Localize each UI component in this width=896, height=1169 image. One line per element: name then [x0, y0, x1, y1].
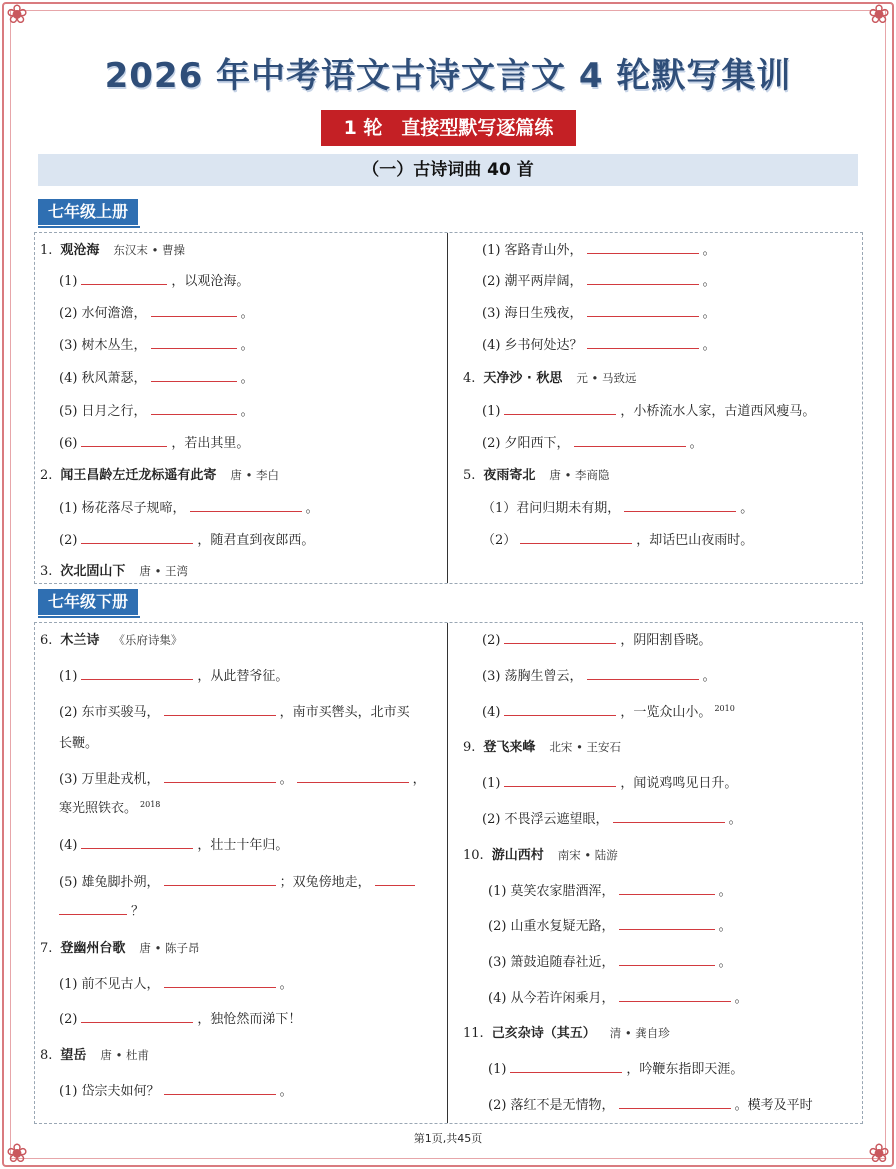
answer-blank[interactable] — [164, 769, 276, 783]
poem-heading: 3. 次北固山下 唐 • 王湾 — [40, 564, 189, 579]
fill-line: (2) 不畏浮云遮望眼， 。 — [482, 808, 742, 827]
answer-blank[interactable] — [151, 335, 237, 349]
fill-line: (1) 莫笑农家腊酒浑， 。 — [488, 880, 732, 899]
fill-line: （2） ，却话巴山夜雨时。 — [482, 529, 753, 548]
answer-blank[interactable] — [504, 702, 616, 716]
fill-line: (1) ，吟鞭东指即天涯。 — [488, 1058, 743, 1077]
poem-title: 观沧海 — [60, 243, 100, 258]
fill-line: (2) 山重水复疑无路， 。 — [488, 915, 732, 934]
answer-blank[interactable] — [59, 901, 127, 915]
poem-author: 《乐府诗集》 — [113, 633, 183, 647]
fill-line: (1) ，以观沧海。 — [59, 270, 249, 289]
answer-blank[interactable] — [504, 630, 616, 644]
answer-blank[interactable] — [504, 773, 616, 787]
poem-heading: 6. 木兰诗 《乐府诗集》 — [40, 633, 183, 648]
column-divider — [447, 623, 448, 1123]
fill-line: (2) 水何澹澹， 。 — [59, 302, 254, 321]
answer-blank[interactable] — [619, 916, 715, 930]
poem-heading: 4. 天净沙 · 秋思 元 • 马致远 — [463, 371, 637, 386]
fill-line: 寒光照铁衣。 $^{2018}$ — [59, 799, 161, 816]
column-divider — [447, 233, 448, 583]
section-heading: （一）古诗词曲 40 首 — [38, 154, 858, 186]
fill-line: (2) 东市买骏马， ，南市买辔头，北市买 — [59, 701, 410, 720]
answer-blank[interactable] — [510, 1059, 622, 1073]
poem-heading: 9. 登飞来峰 北宋 • 王安石 — [463, 740, 622, 755]
fill-line: (2) ，随君直到夜郎西。 — [59, 529, 314, 548]
fill-line: (4) 从今若许闲乘月， 。 — [488, 987, 748, 1006]
poem-title: 天净沙 · 秋思 — [483, 371, 563, 386]
exercise-panel-7b — [34, 622, 863, 1124]
fill-line: (1) 前不见古人， 。 — [59, 973, 293, 992]
answer-blank[interactable] — [587, 666, 699, 680]
answer-blank[interactable] — [151, 368, 237, 382]
fill-line: (4) 乡书何处达？ 。 — [482, 334, 716, 353]
answer-blank[interactable] — [81, 271, 167, 285]
fill-line: (2) 落红不是无情物， 。模考及平时 — [488, 1094, 813, 1113]
answer-blank[interactable] — [164, 872, 276, 886]
answer-blank[interactable] — [587, 303, 699, 317]
poem-author: 南宋 • 陆游 — [557, 848, 618, 862]
answer-blank[interactable] — [164, 1081, 276, 1095]
answer-blank[interactable] — [81, 1009, 193, 1023]
fill-line: (3) 荡胸生曾云， 。 — [482, 665, 716, 684]
poem-author: 元 • 马致远 — [576, 371, 637, 385]
poem-author: 东汉末 • 曹操 — [113, 243, 186, 257]
poem-title: 登飞来峰 — [483, 740, 536, 755]
poem-title: 己亥杂诗（其五） — [491, 1026, 596, 1041]
fill-line: 长鞭。 — [59, 736, 99, 751]
answer-blank[interactable] — [619, 1095, 731, 1109]
answer-blank[interactable] — [164, 702, 276, 716]
fill-line: (2) 夕阳西下， 。 — [482, 432, 703, 451]
fill-line: (2) 潮平两岸阔， 。 — [482, 270, 716, 289]
answer-blank[interactable] — [81, 433, 167, 447]
poem-author: 唐 • 李白 — [230, 468, 280, 482]
answer-blank[interactable] — [587, 335, 699, 349]
corner-ornament-icon: ❀ — [6, 0, 28, 30]
fill-line: (2) ，阴阳割昏晓。 — [482, 629, 711, 648]
fill-line: (4) 秋风萧瑟， 。 — [59, 367, 254, 386]
fill-line: (3) 海日生残夜， 。 — [482, 302, 716, 321]
corner-ornament-icon: ❀ — [868, 1139, 890, 1169]
answer-blank[interactable] — [587, 271, 699, 285]
poem-author: 北宋 • 王安石 — [549, 740, 622, 754]
answer-blank[interactable] — [504, 401, 616, 415]
answer-blank[interactable] — [81, 835, 193, 849]
grade-tag-7b: 七年级下册 — [38, 589, 138, 615]
answer-blank[interactable] — [587, 240, 699, 254]
answer-blank[interactable] — [520, 530, 632, 544]
poem-heading: 2. 闻王昌龄左迁龙标遥有此寄 唐 • 李白 — [40, 468, 280, 483]
poem-title: 闻王昌龄左迁龙标遥有此寄 — [60, 468, 217, 483]
exam-year-note: 2010 — [714, 703, 735, 713]
answer-blank[interactable] — [375, 872, 415, 886]
answer-blank[interactable] — [297, 769, 409, 783]
poem-title: 登幽州台歌 — [60, 941, 126, 956]
answer-blank[interactable] — [574, 433, 686, 447]
answer-blank[interactable] — [613, 809, 725, 823]
fill-line: (1) 杨花落尽子规啼， 。 — [59, 497, 319, 516]
fill-line: (6) ，若出其里。 — [59, 432, 249, 451]
exam-year-note: 2018 — [140, 799, 161, 809]
poem-title: 望岳 — [60, 1048, 87, 1063]
poem-title: 次北固山下 — [60, 564, 126, 579]
fill-line: (5) 雄兔脚扑朔， ；双兔傍地走， — [59, 871, 419, 890]
fill-line: (1) ，从此替爷征。 — [59, 665, 288, 684]
corner-ornament-icon: ❀ — [6, 1139, 28, 1169]
poem-author: 清 • 龚自珍 — [609, 1026, 670, 1040]
fill-line: （1）君问归期未有期， 。 — [482, 497, 753, 516]
poem-title: 木兰诗 — [60, 633, 100, 648]
fill-line: (1) ，小桥流水人家，古道西风瘦马。 — [482, 400, 815, 419]
answer-blank[interactable] — [164, 974, 276, 988]
fill-line: (4) ，壮士十年归。 — [59, 834, 288, 853]
poem-author: 唐 • 李商隐 — [549, 468, 610, 482]
exercise-panel-7a — [34, 232, 863, 584]
grade-tag-7a: 七年级上册 — [38, 199, 138, 225]
fill-line: (3) 树木丛生， 。 — [59, 334, 254, 353]
poem-author: 唐 • 王湾 — [139, 564, 189, 578]
answer-blank[interactable] — [190, 498, 302, 512]
poem-heading: 7. 登幽州台歌 唐 • 陈子昂 — [40, 941, 200, 956]
round-label: 1 轮 直接型默写逐篇练 — [321, 110, 576, 146]
fill-line: (3) 箫鼓追随春社近， 。 — [488, 951, 732, 970]
fill-line: (4) ，一览众山小。 $^{2010}$ — [482, 703, 735, 720]
answer-blank[interactable] — [81, 530, 193, 544]
fill-line: (1) 客路青山外， 。 — [482, 239, 716, 258]
page-number: 第1页,共45页 — [413, 1132, 483, 1145]
answer-blank[interactable] — [81, 666, 193, 680]
poem-heading: 8. 望岳 唐 • 杜甫 — [40, 1048, 150, 1063]
poem-heading: 5. 夜雨寄北 唐 • 李商隐 — [463, 468, 610, 483]
poem-heading: 1. 观沧海 东汉末 • 曹操 — [40, 243, 186, 258]
answer-blank[interactable] — [619, 988, 731, 1002]
corner-ornament-icon: ❀ — [868, 0, 890, 30]
poem-title: 游山西村 — [491, 848, 544, 863]
fill-line: (1) ，闻说鸡鸣见日升。 — [482, 772, 737, 791]
answer-blank[interactable] — [151, 401, 237, 415]
fill-line: (1) 岱宗夫如何？ 。 — [59, 1080, 293, 1099]
fill-line: (5) 日月之行， 。 — [59, 400, 254, 419]
poem-heading: 11. 己亥杂诗（其五） 清 • 龚自珍 — [463, 1026, 670, 1041]
fill-line: (3) 万里赴戎机， 。 ， — [59, 768, 426, 787]
poem-author: 唐 • 杜甫 — [100, 1048, 150, 1062]
answer-blank[interactable] — [624, 498, 736, 512]
fill-line: (2) ，独怆然而涕下！ — [59, 1008, 301, 1027]
answer-blank[interactable] — [619, 952, 715, 966]
answer-blank[interactable] — [151, 303, 237, 317]
answer-blank[interactable] — [619, 881, 715, 895]
page-title: 2026 年中考语文古诗文言文 4 轮默写集训 — [104, 56, 792, 96]
poem-title: 夜雨寄北 — [483, 468, 536, 483]
poem-heading: 10. 游山西村 南宋 • 陆游 — [463, 848, 618, 863]
poem-author: 唐 • 陈子昂 — [139, 941, 200, 955]
fill-line: ？ — [55, 900, 144, 919]
